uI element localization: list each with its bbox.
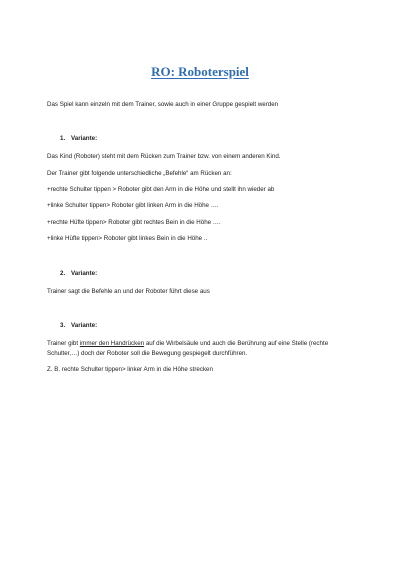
section-1-title: Variante:	[71, 135, 98, 142]
section-3-para-start: Trainer gibt	[47, 340, 80, 347]
section-1-number: 1.	[60, 135, 66, 142]
section-2-line-1: Trainer sagt die Befehle an und der Roboter führt diese aus	[47, 288, 210, 295]
section-2-heading	[60, 270, 97, 277]
section-3-paragraph	[47, 339, 352, 359]
section-3-para-end: auf die Wirbelsäule und auch die Berührung auf eine Stelle (rechte Schulter,…) doch der Roboter soll die Bewegung gespiegelt durchführen.	[47, 340, 329, 357]
section-3-para-underlined: immer den Handrücken	[79, 340, 145, 347]
section-3-heading	[60, 322, 97, 329]
section-1-line-1: Das Kind (Roboter) steht mit dem Rücken zum Trainer bzw. von einem anderen Kind.	[47, 153, 281, 160]
section-3-title: Variante:	[71, 322, 98, 329]
page-title: RO: Roboterspiel	[151, 64, 249, 79]
section-1-line-4: +linke Schulter tippen> Roboter gibt linken Arm in die Höhe ….	[47, 202, 219, 209]
section-1-line-6: +linke Hüfte tippen> Roboter gibt linkes Bein in die Höhe ..	[47, 235, 208, 242]
intro-text: Das Spiel kann einzeln mit dem Trainer, sowie auch in einer Gruppe gespielt werden	[47, 101, 279, 108]
section-2-number: 2.	[60, 270, 66, 277]
section-1-line-3: +rechte Schulter tippen > Roboter gibt den Arm in die Höhe und stellt ihn wieder ab	[47, 186, 275, 193]
section-3-example: Z. B. rechte Schulter tippen> linker Arm in die Höhe strecken	[47, 366, 213, 373]
section-1-line-2: Der Trainer gibt folgende unterschiedliche „Befehle“ am Rücken an:	[47, 170, 232, 177]
section-2-title: Variante:	[71, 270, 98, 277]
section-1-heading	[60, 135, 97, 142]
section-3-number: 3.	[60, 322, 66, 329]
section-1-line-5: +rechte Hüfte tippen> Roboter gibt rechtes Bein in die Höhe ….	[47, 219, 221, 226]
